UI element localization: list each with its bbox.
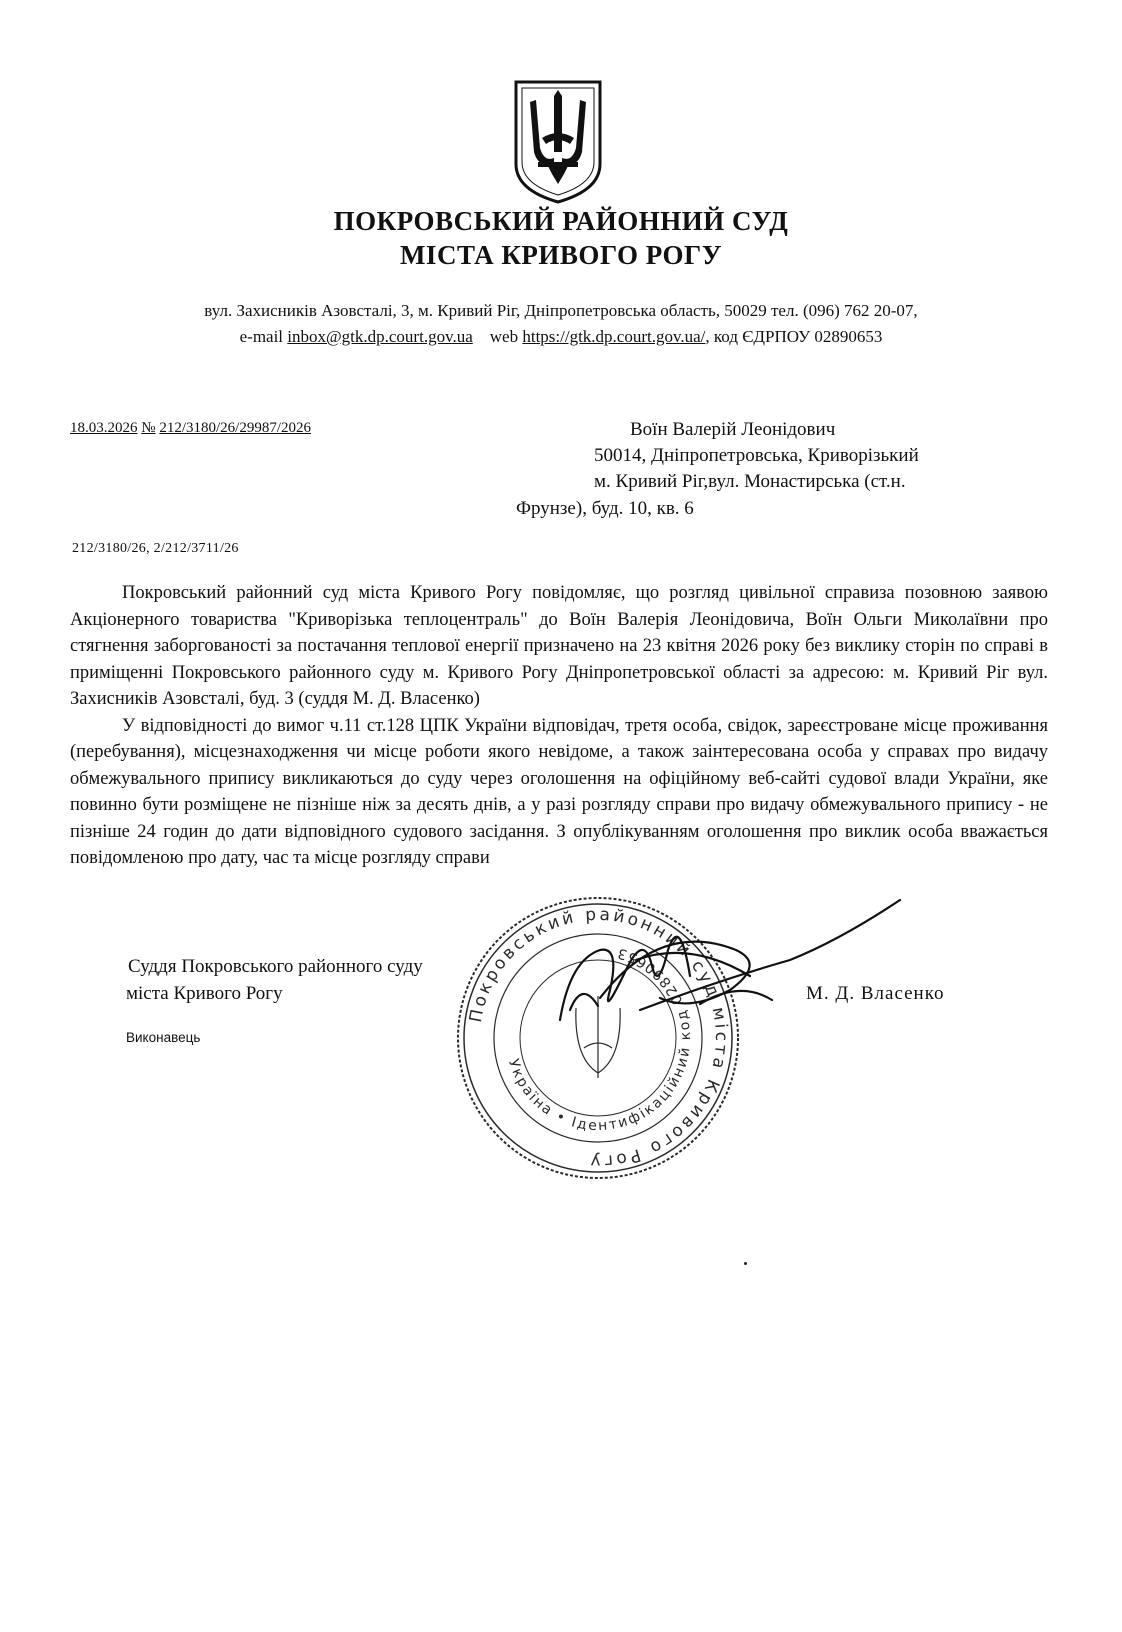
body-paragraph-1: Покровський районний суд міста Кривого Рогу повідомляє, що розгляд цивільної справиза позовною заявою Акціонерного товариства "Криворізька теплоцентраль" до Воїн Валерія Леонідовича, Воїн Ольги Миколаївни про стягнення заборгованості за постачання теплової енергії призначено на 23 квітня 2026 року без виклику сторін по справі в приміщенні Покровського районного суду м. Кривого Рогу Дніпропетровської області за адресою: м. Кривий Ріг вул. Захисників Азовсталі, буд. 3 (суддя М. Д. Власенко): [70, 583, 1048, 709]
registration-number-label: №: [141, 420, 156, 436]
registration-date: 18.03.2026: [70, 420, 138, 436]
letter-body: [70, 580, 1048, 872]
registration-line: [70, 420, 311, 437]
web-label: web: [489, 327, 519, 346]
signature-title-line1: Суддя Покровського районного суду: [128, 956, 423, 977]
body-paragraph-2: У відповідності до вимог ч.11 ст.128 ЦПК України відповідач, третя особа, свідок, зареєстроване місце проживання (перебування), місцезнаходження чи місце роботи якого невідоме, а також заінтересована особа у справах про видачу обмежувального припису викликаються до суду через оголошення на офіційному веб-сайті судової влади України, яке повинно бути розміщене не пізніше ніж за десять днів, а у разі розгляду справи про видачу обмежувального припису - не пізніше 24 годин до дати відповідного судового засідання. З опублікуванням оголошення про виклик особа вважається повідомленою про дату, час та місце розгляду справи: [70, 715, 1048, 868]
recipient-name: Воїн Валерій Леонідович: [630, 419, 836, 440]
court-name-line2: МІСТА КРИВОГО РОГУ: [399, 240, 723, 270]
email-link[interactable]: inbox@gtk.dp.court.gov.ua: [287, 327, 473, 346]
stamp-inner-text: Україна • Ідентифікаційний код 02890653: [504, 944, 695, 1135]
court-name-line1: ПОКРОВСЬКИЙ РАЙОННИЙ СУД: [333, 206, 789, 236]
signature-title-line2: міста Кривого Рогу: [126, 983, 283, 1004]
edrpou-code: , код ЄДРПОУ 02890653: [705, 327, 883, 346]
court-address: вул. Захисників Азовсталі, 3, м. Кривий Ріг, Дніпропетровська область, 50029 тел. (096) 762 20-07,: [204, 301, 918, 320]
court-contacts: [0, 324, 1122, 350]
executor-label: Виконавець: [126, 1030, 201, 1045]
recipient-address-line1: 50014, Дніпропетровська, Криворізький: [594, 445, 919, 466]
email-label: e-mail: [239, 327, 284, 346]
registration-number: 212/3180/26/29987/2026: [159, 420, 311, 436]
case-numbers: 212/3180/26, 2/212/3711/26: [72, 541, 239, 556]
recipient-address-line3: Фрунзе), буд. 10, кв. 6: [516, 498, 694, 519]
handwritten-signature-icon: [540, 880, 910, 1030]
web-link[interactable]: https://gtk.dp.court.gov.ua/: [522, 327, 706, 346]
trident-coat-of-arms-icon: [512, 78, 604, 206]
judge-name: М. Д. Власенко: [806, 983, 945, 1004]
stamp-outer-text: Покровський районний суд міста Кривого Рогу: [465, 904, 732, 1172]
scan-speck: [744, 1262, 747, 1265]
recipient-address-line2: м. Кривий Ріг,вул. Монастирська (ст.н.: [594, 471, 906, 492]
